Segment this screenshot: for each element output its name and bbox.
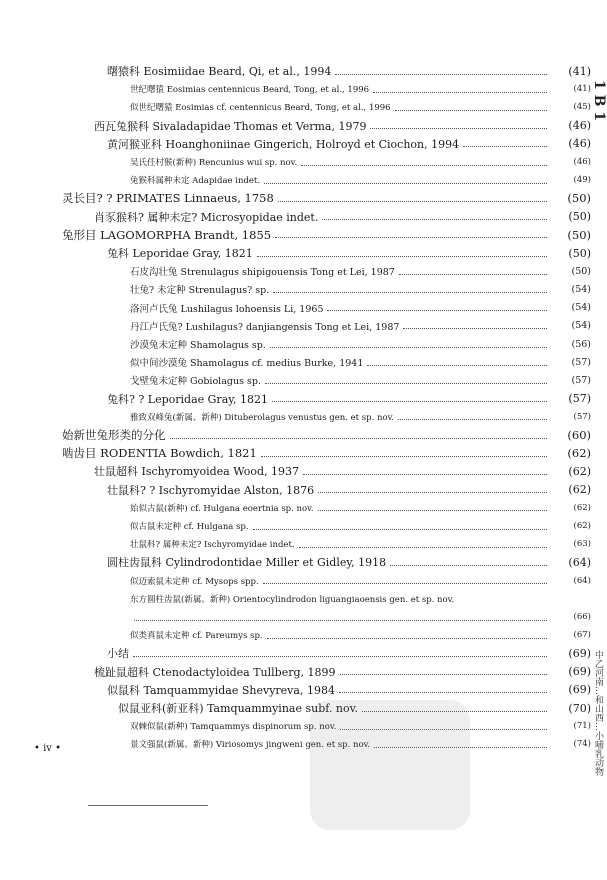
toc-entry-title: 壮鼠超科 Ischyromyoidea Wood, 1937 xyxy=(94,465,300,479)
toc-entry-title: 兔形目 LAGOMORPHA Brandt, 1855 xyxy=(62,227,272,242)
toc-entry-page: (57) xyxy=(571,374,591,386)
toc-entry xyxy=(107,390,591,408)
page-number: • iv • xyxy=(34,743,62,754)
dot-leader xyxy=(275,237,547,238)
toc-entry xyxy=(130,535,591,553)
toc-entry-title: 似鼠科 Tamquammyidae Shevyreva, 1984 xyxy=(107,683,335,697)
dot-leader xyxy=(340,674,547,675)
dot-leader xyxy=(170,438,548,439)
dot-leader xyxy=(463,146,547,147)
toc-entry xyxy=(130,262,591,280)
dot-leader xyxy=(398,419,547,420)
toc-entry xyxy=(130,98,591,116)
margin-header: 1 B 1 xyxy=(591,80,607,122)
toc-entry-title: 戈壁兔未定种 Gobiolagus sp. xyxy=(130,376,261,388)
toc-entry-page: (50) xyxy=(567,227,591,242)
toc-entry-title: 石皮沟壮兔 Strenulagus shipigouensis Tong et Lei, 1987 xyxy=(130,267,395,279)
toc-entry xyxy=(107,644,591,662)
toc-entry-page: (41) xyxy=(568,64,591,78)
dot-leader xyxy=(273,292,547,293)
toc-entry xyxy=(130,335,591,353)
toc-entry-title: 似古鼠未定种 cf. Hulgana sp. xyxy=(130,522,249,532)
toc-entry-title: 似鼠亚科(新亚科) Tamquammyinae subf. nov. xyxy=(118,702,359,715)
toc-entry xyxy=(130,626,591,644)
toc-entry-page: (62) xyxy=(568,483,591,497)
toc-entry-title: 兔科 Leporidae Gray, 1821 xyxy=(107,247,253,260)
dot-leader xyxy=(403,328,547,329)
dot-leader xyxy=(134,620,547,621)
toc-entry xyxy=(62,426,591,444)
toc-entry-title: 吴氏任村猴(新种) Rencunius wui sp. nov. xyxy=(130,158,298,168)
toc-entry-title: 壮鼠科? ? Ischyromyidae Alston, 1876 xyxy=(107,483,315,497)
toc-entry-page: (46) xyxy=(568,137,591,151)
toc-entry xyxy=(130,299,591,317)
toc-entry-title: 始新世兔形类的分化 xyxy=(62,428,166,442)
toc-entry-title: 景文强鼠(新属、新种) Viriosomys jingweni gen. et sp. nov. xyxy=(130,740,371,751)
dot-leader xyxy=(395,110,547,111)
toc-entry-page: (62) xyxy=(568,464,591,478)
toc-entry xyxy=(130,353,591,371)
toc-entry-page: (50) xyxy=(568,246,591,260)
dot-leader xyxy=(318,510,547,511)
dot-leader xyxy=(270,347,547,348)
dot-leader xyxy=(261,456,547,457)
toc-entry xyxy=(130,80,591,98)
toc-entry xyxy=(94,208,591,226)
dot-leader xyxy=(318,492,547,493)
dot-leader xyxy=(267,638,547,639)
toc-entry-page: (46) xyxy=(573,157,591,167)
toc-entry xyxy=(130,280,591,298)
dot-leader xyxy=(303,474,547,475)
toc-entry-title: 沙漠兔未定种 Shamolagus sp. xyxy=(130,340,266,351)
toc-entry-title: 世纪曙猿 Eosimias centennicus Beard, Tong, et al., 1996 xyxy=(130,85,370,96)
toc-entry-title: 黄河猴亚科 Hoanghoniinae Gingerich, Holroyd et Ciochon, 1994 xyxy=(107,137,460,151)
toc-entry-title: 丹江卢氏兔? Lushilagus? danjiangensis Tong et Lei, 1987 xyxy=(130,321,400,333)
dot-leader xyxy=(327,310,547,311)
toc-entry-page: (56) xyxy=(571,338,591,350)
toc-entry-page: (64) xyxy=(568,555,591,569)
toc-entry-title: 肖豕猴科? 属种未定? Microsyopidae indet. xyxy=(94,210,319,224)
toc-entry-page: (66) xyxy=(573,612,591,622)
toc-entry-title: 似迈索鼠未定种 cf. Mysops spp. xyxy=(130,576,259,587)
dot-leader xyxy=(257,256,547,257)
toc-entry-page: (69) xyxy=(568,646,591,660)
toc-entry-page: (57) xyxy=(568,392,591,406)
toc-entry xyxy=(130,171,591,189)
toc-entry xyxy=(130,408,591,426)
toc-entry-title: 西瓦兔猴科 Sivaladapidae Thomas et Verma, 1979 xyxy=(94,119,367,133)
toc-entry-page: (63) xyxy=(573,539,591,550)
toc-entry xyxy=(107,135,591,153)
toc-entry-title: 洛河卢氏兔 Lushilagus lohoensis Li, 1965 xyxy=(130,303,324,315)
toc-entry-title: 雅致双峰兔(新属、新种) Dituberolagus venustus gen. et sp. nov. xyxy=(130,412,395,423)
dot-leader xyxy=(399,274,547,275)
dot-leader xyxy=(370,128,547,129)
toc-entry-title: 双棘似鼠(新种) Tamquammys dispinorum sp. nov. xyxy=(130,722,337,733)
dot-leader xyxy=(335,74,547,75)
toc-entry-title: 曙猿科 Eosimiidae Beard, Qi, et al., 1994 xyxy=(107,65,332,78)
dot-leader xyxy=(263,583,547,584)
dot-leader xyxy=(264,183,547,184)
toc-entry-page: (49) xyxy=(573,175,591,186)
toc-entry-page: (71) xyxy=(573,721,591,732)
toc-entry-title: 小结 xyxy=(107,647,129,661)
toc-entry-page: (54) xyxy=(571,283,591,295)
toc-entry-page: (50) xyxy=(571,265,591,277)
toc-entry xyxy=(130,317,591,335)
dot-leader xyxy=(367,365,547,366)
toc-entry-title: 灵长目? ? PRIMATES Linnaeus, 1758 xyxy=(62,191,274,206)
toc-entry-page: (54) xyxy=(571,302,591,314)
dot-leader xyxy=(390,565,547,566)
toc-entry-page: (67) xyxy=(573,630,591,641)
toc-entry-title: 圆柱齿鼠科 Cylindrodontidae Miller et Gidley, 1918 xyxy=(107,556,387,570)
dot-leader xyxy=(265,383,547,384)
toc-entry xyxy=(130,608,591,626)
toc-entry-page: (57) xyxy=(573,411,591,422)
dot-leader xyxy=(278,201,547,202)
toc-entry xyxy=(130,499,591,517)
toc-entry xyxy=(94,462,591,480)
toc-entry-title: 似世纪曙猿 Eosimias cf. centennicus Beard, Tong, et al., 1996 xyxy=(130,103,391,114)
toc-entry xyxy=(62,189,591,207)
toc-entry-page: (41) xyxy=(573,84,591,95)
toc-entry-page: (60) xyxy=(567,428,591,442)
toc-entry-title: 壮兔? 未定种 Strenulagus? sp. xyxy=(130,285,270,297)
toc-entry xyxy=(130,371,591,389)
dot-leader xyxy=(253,529,547,530)
toc-entry-page: (70) xyxy=(568,701,591,715)
toc-entry xyxy=(94,663,591,681)
toc-entry-page: (50) xyxy=(567,191,591,206)
toc-entry-title: 啮齿目 RODENTIA Bowdich, 1821 xyxy=(62,446,257,461)
margin-running-title: 中乙河南…和山西…小哺乳动物 xyxy=(593,650,603,776)
toc-entry-title: 似类真鼠未定种 cf. Pareumys sp. xyxy=(130,631,263,642)
dot-leader xyxy=(133,656,547,657)
toc-entry-title: 壮鼠科? 属种未定? Ischyromyidae indet. xyxy=(130,540,295,551)
toc-entry xyxy=(94,117,591,135)
toc-entry-title: 东方圆柱齿鼠(新属、新种) Orientocylindrodon liguangiaoensis gen. et sp. nov. xyxy=(130,594,455,605)
dot-leader xyxy=(373,92,547,93)
toc-entry-page: (46) xyxy=(568,119,591,133)
toc-entry xyxy=(107,481,591,499)
toc-entry xyxy=(130,572,591,590)
toc-entry-page: (74) xyxy=(573,739,591,750)
toc-entry-page: (50) xyxy=(568,210,591,224)
toc-entry-page: (64) xyxy=(573,575,591,586)
toc-entry xyxy=(107,553,591,571)
toc-entry-page: (45) xyxy=(573,102,591,113)
toc-entry xyxy=(107,62,591,80)
toc-entry-page: (62) xyxy=(573,521,591,531)
toc-entry xyxy=(107,244,591,262)
toc-entry-page: (62) xyxy=(567,446,591,461)
dot-leader xyxy=(322,219,547,220)
toc-entry xyxy=(62,444,591,462)
toc-entry xyxy=(130,153,591,171)
toc-entry-page: (62) xyxy=(573,502,591,513)
toc-entry xyxy=(130,517,591,535)
toc-entry-title: 梳趾鼠超科 Ctenodactyloidea Tullberg, 1899 xyxy=(94,665,336,679)
dot-leader xyxy=(301,165,547,166)
toc-entry-page: (54) xyxy=(571,320,591,332)
toc-entry-page: (57) xyxy=(571,356,591,368)
dot-leader xyxy=(272,401,547,402)
toc-entry-page: (69) xyxy=(568,665,591,679)
watermark-seal xyxy=(300,690,480,840)
toc-entry-title: 兔科? ? Leporidae Gray, 1821 xyxy=(107,392,268,406)
toc-entry-title: 兔猴科属种未定 Adapidae indet. xyxy=(130,176,261,187)
toc-entry-title: 似中间沙漠兔 Shamolagus cf. medius Burke, 1941 xyxy=(130,358,364,370)
toc-entry-title: 始似古鼠(新种) cf. Hulgana eoertnia sp. nov. xyxy=(130,503,314,514)
toc-entry-page: (69) xyxy=(568,683,591,697)
footer-rule xyxy=(88,805,208,806)
toc-entry xyxy=(130,590,591,608)
toc-entry xyxy=(62,226,591,244)
dot-leader xyxy=(299,547,547,548)
